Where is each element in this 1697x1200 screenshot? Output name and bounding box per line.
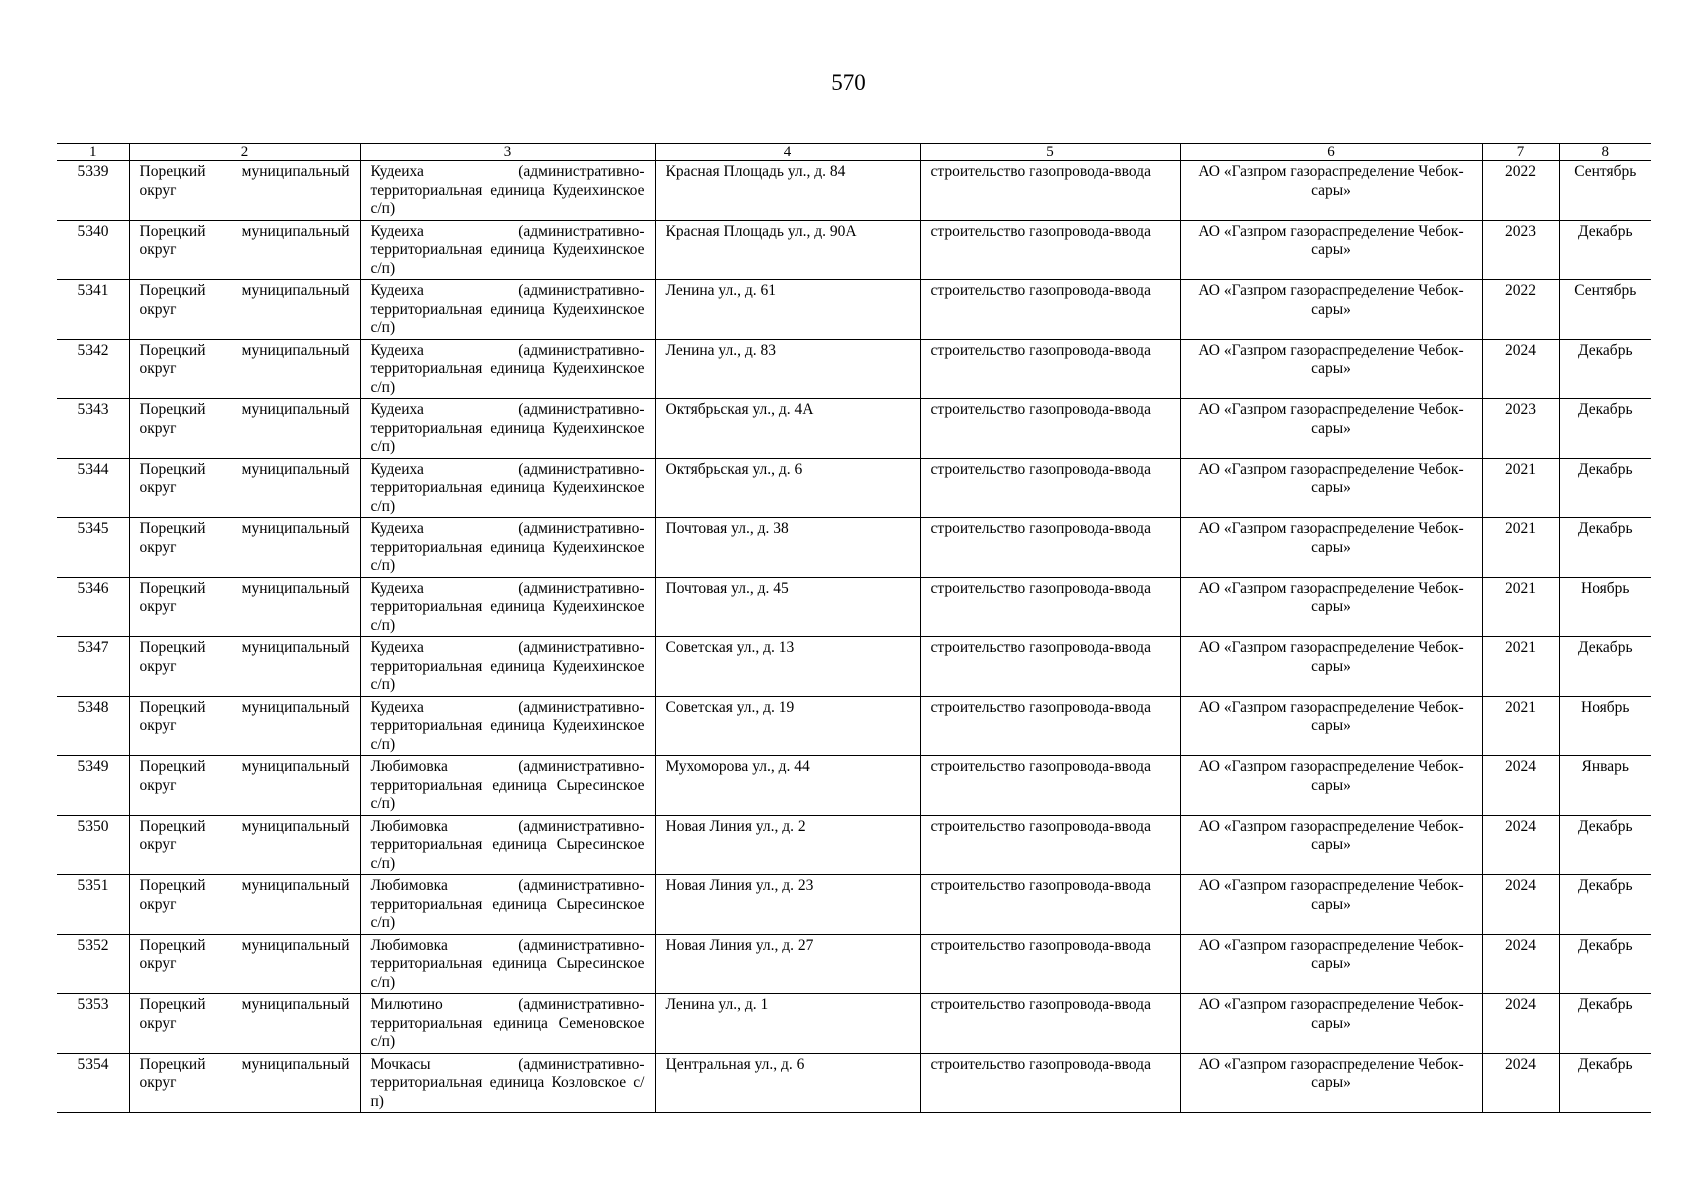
- year-cell: 2021: [1482, 518, 1559, 578]
- table-row: [57, 339, 1651, 399]
- address-cell: Почтовая ул., д. 45: [655, 577, 920, 637]
- work-type-cell: строительство газопровода-ввода: [920, 518, 1180, 578]
- district-cell: Порецкий муниципальный округ: [129, 161, 360, 221]
- district-cell: Порецкий муниципальный округ: [129, 518, 360, 578]
- address-cell: Красная Площадь ул., д. 84: [655, 161, 920, 221]
- district-cell: Порецкий муниципальный округ: [129, 756, 360, 816]
- table-row: [57, 280, 1651, 340]
- address-cell: Советская ул., д. 19: [655, 696, 920, 756]
- work-type-cell: строительство газопровода-ввода: [920, 934, 1180, 994]
- table-row: [57, 220, 1651, 280]
- month-cell: Декабрь: [1559, 815, 1651, 875]
- table-row: [57, 815, 1651, 875]
- work-type-cell: строительство газопровода-ввода: [920, 1053, 1180, 1113]
- year-cell: 2024: [1482, 815, 1559, 875]
- month-cell: Декабрь: [1559, 518, 1651, 578]
- address-cell: Ленина ул., д. 61: [655, 280, 920, 340]
- work-type-cell: строительство газопровода-ввода: [920, 220, 1180, 280]
- settlement-cell: Любимовка (административно-территориальная единица Сыресинское с/п): [360, 756, 655, 816]
- work-type-cell: строительство газопровода-ввода: [920, 875, 1180, 935]
- settlement-cell: Кудеиха (административно-территориальная единица Кудеихинское с/п): [360, 399, 655, 459]
- table-row: [57, 1053, 1651, 1113]
- year-cell: 2024: [1482, 994, 1559, 1054]
- organization-cell: АО «Газпром газораспределение Чебоксары»: [1180, 875, 1482, 935]
- month-cell: Январь: [1559, 756, 1651, 816]
- table-row: [57, 577, 1651, 637]
- row-number-cell: 5340: [57, 220, 129, 280]
- table-row: [57, 875, 1651, 935]
- work-type-cell: строительство газопровода-ввода: [920, 696, 1180, 756]
- table-row: [57, 518, 1651, 578]
- work-type-cell: строительство газопровода-ввода: [920, 161, 1180, 221]
- row-number-cell: 5341: [57, 280, 129, 340]
- row-number-cell: 5343: [57, 399, 129, 459]
- organization-cell: АО «Газпром газораспределение Чебоксары»: [1180, 161, 1482, 221]
- month-cell: Декабрь: [1559, 339, 1651, 399]
- column-header-4: 4: [655, 144, 920, 161]
- row-number-cell: 5350: [57, 815, 129, 875]
- district-cell: Порецкий муниципальный округ: [129, 220, 360, 280]
- settlement-cell: Кудеиха (административно-территориальная единица Кудеихинское с/п): [360, 280, 655, 340]
- year-cell: 2023: [1482, 220, 1559, 280]
- row-number-cell: 5348: [57, 696, 129, 756]
- page-number: 570: [831, 70, 866, 95]
- address-cell: Новая Линия ул., д. 23: [655, 875, 920, 935]
- year-cell: 2024: [1482, 756, 1559, 816]
- year-cell: 2021: [1482, 577, 1559, 637]
- row-number-cell: 5346: [57, 577, 129, 637]
- year-cell: 2024: [1482, 934, 1559, 994]
- organization-cell: АО «Газпром газораспределение Чебоксары»: [1180, 577, 1482, 637]
- table-row: [57, 934, 1651, 994]
- address-cell: Октябрьская ул., д. 6: [655, 458, 920, 518]
- address-cell: Советская ул., д. 13: [655, 637, 920, 697]
- organization-cell: АО «Газпром газораспределение Чебоксары»: [1180, 220, 1482, 280]
- organization-cell: АО «Газпром газораспределение Чебоксары»: [1180, 280, 1482, 340]
- month-cell: Декабрь: [1559, 875, 1651, 935]
- district-cell: Порецкий муниципальный округ: [129, 280, 360, 340]
- organization-cell: АО «Газпром газораспределение Чебоксары»: [1180, 339, 1482, 399]
- settlement-cell: Любимовка (административно-территориальная единица Сыресинское с/п): [360, 875, 655, 935]
- row-number-cell: 5345: [57, 518, 129, 578]
- table-row: [57, 161, 1651, 221]
- settlement-cell: Кудеиха (административно-территориальная единица Кудеихинское с/п): [360, 518, 655, 578]
- organization-cell: АО «Газпром газораспределение Чебоксары»: [1180, 756, 1482, 816]
- year-cell: 2021: [1482, 458, 1559, 518]
- register-table-body: [57, 161, 1651, 1113]
- month-cell: Декабрь: [1559, 994, 1651, 1054]
- address-cell: Мухоморова ул., д. 44: [655, 756, 920, 816]
- table-row: [57, 994, 1651, 1054]
- address-cell: Новая Линия ул., д. 2: [655, 815, 920, 875]
- column-header-8: 8: [1559, 144, 1651, 161]
- settlement-cell: Кудеиха (административно-территориальная единица Кудеихинское с/п): [360, 637, 655, 697]
- settlement-cell: Кудеиха (административно-территориальная единица Кудеихинское с/п): [360, 161, 655, 221]
- district-cell: Порецкий муниципальный округ: [129, 399, 360, 459]
- month-cell: Декабрь: [1559, 637, 1651, 697]
- month-cell: Ноябрь: [1559, 696, 1651, 756]
- month-cell: Ноябрь: [1559, 577, 1651, 637]
- table-row: [57, 756, 1651, 816]
- month-cell: Сентябрь: [1559, 161, 1651, 221]
- month-cell: Декабрь: [1559, 458, 1651, 518]
- row-number-cell: 5342: [57, 339, 129, 399]
- row-number-cell: 5354: [57, 1053, 129, 1113]
- year-cell: 2021: [1482, 696, 1559, 756]
- month-cell: Декабрь: [1559, 1053, 1651, 1113]
- column-header-1: 1: [57, 144, 129, 161]
- settlement-cell: Кудеиха (административно-территориальная единица Кудеихинское с/п): [360, 458, 655, 518]
- district-cell: Порецкий муниципальный округ: [129, 934, 360, 994]
- table-row: [57, 637, 1651, 697]
- table-row: [57, 458, 1651, 518]
- settlement-cell: Кудеиха (административно-территориальная единица Кудеихинское с/п): [360, 339, 655, 399]
- work-type-cell: строительство газопровода-ввода: [920, 458, 1180, 518]
- row-number-cell: 5352: [57, 934, 129, 994]
- work-type-cell: строительство газопровода-ввода: [920, 399, 1180, 459]
- organization-cell: АО «Газпром газораспределение Чебоксары»: [1180, 399, 1482, 459]
- district-cell: Порецкий муниципальный округ: [129, 577, 360, 637]
- district-cell: Порецкий муниципальный округ: [129, 815, 360, 875]
- settlement-cell: Милютино (административно-территориальная единица Семеновское с/п): [360, 994, 655, 1054]
- organization-cell: АО «Газпром газораспределение Чебоксары»: [1180, 934, 1482, 994]
- row-number-cell: 5349: [57, 756, 129, 816]
- settlement-cell: Любимовка (административно-территориальная единица Сыресинское с/п): [360, 934, 655, 994]
- column-header-6: 6: [1180, 144, 1482, 161]
- settlement-cell: Кудеиха (административно-территориальная единица Кудеихинское с/п): [360, 577, 655, 637]
- year-cell: 2024: [1482, 875, 1559, 935]
- work-type-cell: строительство газопровода-ввода: [920, 815, 1180, 875]
- settlement-cell: Любимовка (административно-территориальная единица Сыресинское с/п): [360, 815, 655, 875]
- settlement-cell: Кудеиха (административно-территориальная единица Кудеихинское с/п): [360, 696, 655, 756]
- district-cell: Порецкий муниципальный округ: [129, 875, 360, 935]
- month-cell: Декабрь: [1559, 934, 1651, 994]
- row-number-cell: 5344: [57, 458, 129, 518]
- year-cell: 2022: [1482, 161, 1559, 221]
- table-row: [57, 696, 1651, 756]
- row-number-cell: 5353: [57, 994, 129, 1054]
- row-number-cell: 5351: [57, 875, 129, 935]
- column-header-7: 7: [1482, 144, 1559, 161]
- address-cell: Ленина ул., д. 1: [655, 994, 920, 1054]
- address-cell: Октябрьская ул., д. 4А: [655, 399, 920, 459]
- column-number-header-row: [57, 144, 1651, 161]
- work-type-cell: строительство газопровода-ввода: [920, 577, 1180, 637]
- district-cell: Порецкий муниципальный округ: [129, 1053, 360, 1113]
- work-type-cell: строительство газопровода-ввода: [920, 637, 1180, 697]
- column-header-3: 3: [360, 144, 655, 161]
- address-cell: Центральная ул., д. 6: [655, 1053, 920, 1113]
- address-cell: Ленина ул., д. 83: [655, 339, 920, 399]
- settlement-cell: Мочкасы (административно-территориальная единица Козловское с/п): [360, 1053, 655, 1113]
- year-cell: 2021: [1482, 637, 1559, 697]
- gas-pipeline-register-table: [57, 143, 1651, 1113]
- row-number-cell: 5339: [57, 161, 129, 221]
- address-cell: Новая Линия ул., д. 27: [655, 934, 920, 994]
- organization-cell: АО «Газпром газораспределение Чебоксары»: [1180, 637, 1482, 697]
- month-cell: Декабрь: [1559, 220, 1651, 280]
- organization-cell: АО «Газпром газораспределение Чебоксары»: [1180, 458, 1482, 518]
- organization-cell: АО «Газпром газораспределение Чебоксары»: [1180, 518, 1482, 578]
- table-row: [57, 399, 1651, 459]
- month-cell: Сентябрь: [1559, 280, 1651, 340]
- year-cell: 2024: [1482, 339, 1559, 399]
- work-type-cell: строительство газопровода-ввода: [920, 339, 1180, 399]
- work-type-cell: строительство газопровода-ввода: [920, 994, 1180, 1054]
- district-cell: Порецкий муниципальный округ: [129, 696, 360, 756]
- district-cell: Порецкий муниципальный округ: [129, 458, 360, 518]
- district-cell: Порецкий муниципальный округ: [129, 339, 360, 399]
- district-cell: Порецкий муниципальный округ: [129, 994, 360, 1054]
- settlement-cell: Кудеиха (административно-территориальная единица Кудеихинское с/п): [360, 220, 655, 280]
- work-type-cell: строительство газопровода-ввода: [920, 280, 1180, 340]
- year-cell: 2022: [1482, 280, 1559, 340]
- address-cell: Красная Площадь ул., д. 90А: [655, 220, 920, 280]
- organization-cell: АО «Газпром газораспределение Чебоксары»: [1180, 815, 1482, 875]
- row-number-cell: 5347: [57, 637, 129, 697]
- year-cell: 2023: [1482, 399, 1559, 459]
- district-cell: Порецкий муниципальный округ: [129, 637, 360, 697]
- organization-cell: АО «Газпром газораспределение Чебоксары»: [1180, 1053, 1482, 1113]
- organization-cell: АО «Газпром газораспределение Чебоксары»: [1180, 696, 1482, 756]
- column-header-5: 5: [920, 144, 1180, 161]
- month-cell: Декабрь: [1559, 399, 1651, 459]
- column-header-2: 2: [129, 144, 360, 161]
- year-cell: 2024: [1482, 1053, 1559, 1113]
- work-type-cell: строительство газопровода-ввода: [920, 756, 1180, 816]
- organization-cell: АО «Газпром газораспределение Чебоксары»: [1180, 994, 1482, 1054]
- address-cell: Почтовая ул., д. 38: [655, 518, 920, 578]
